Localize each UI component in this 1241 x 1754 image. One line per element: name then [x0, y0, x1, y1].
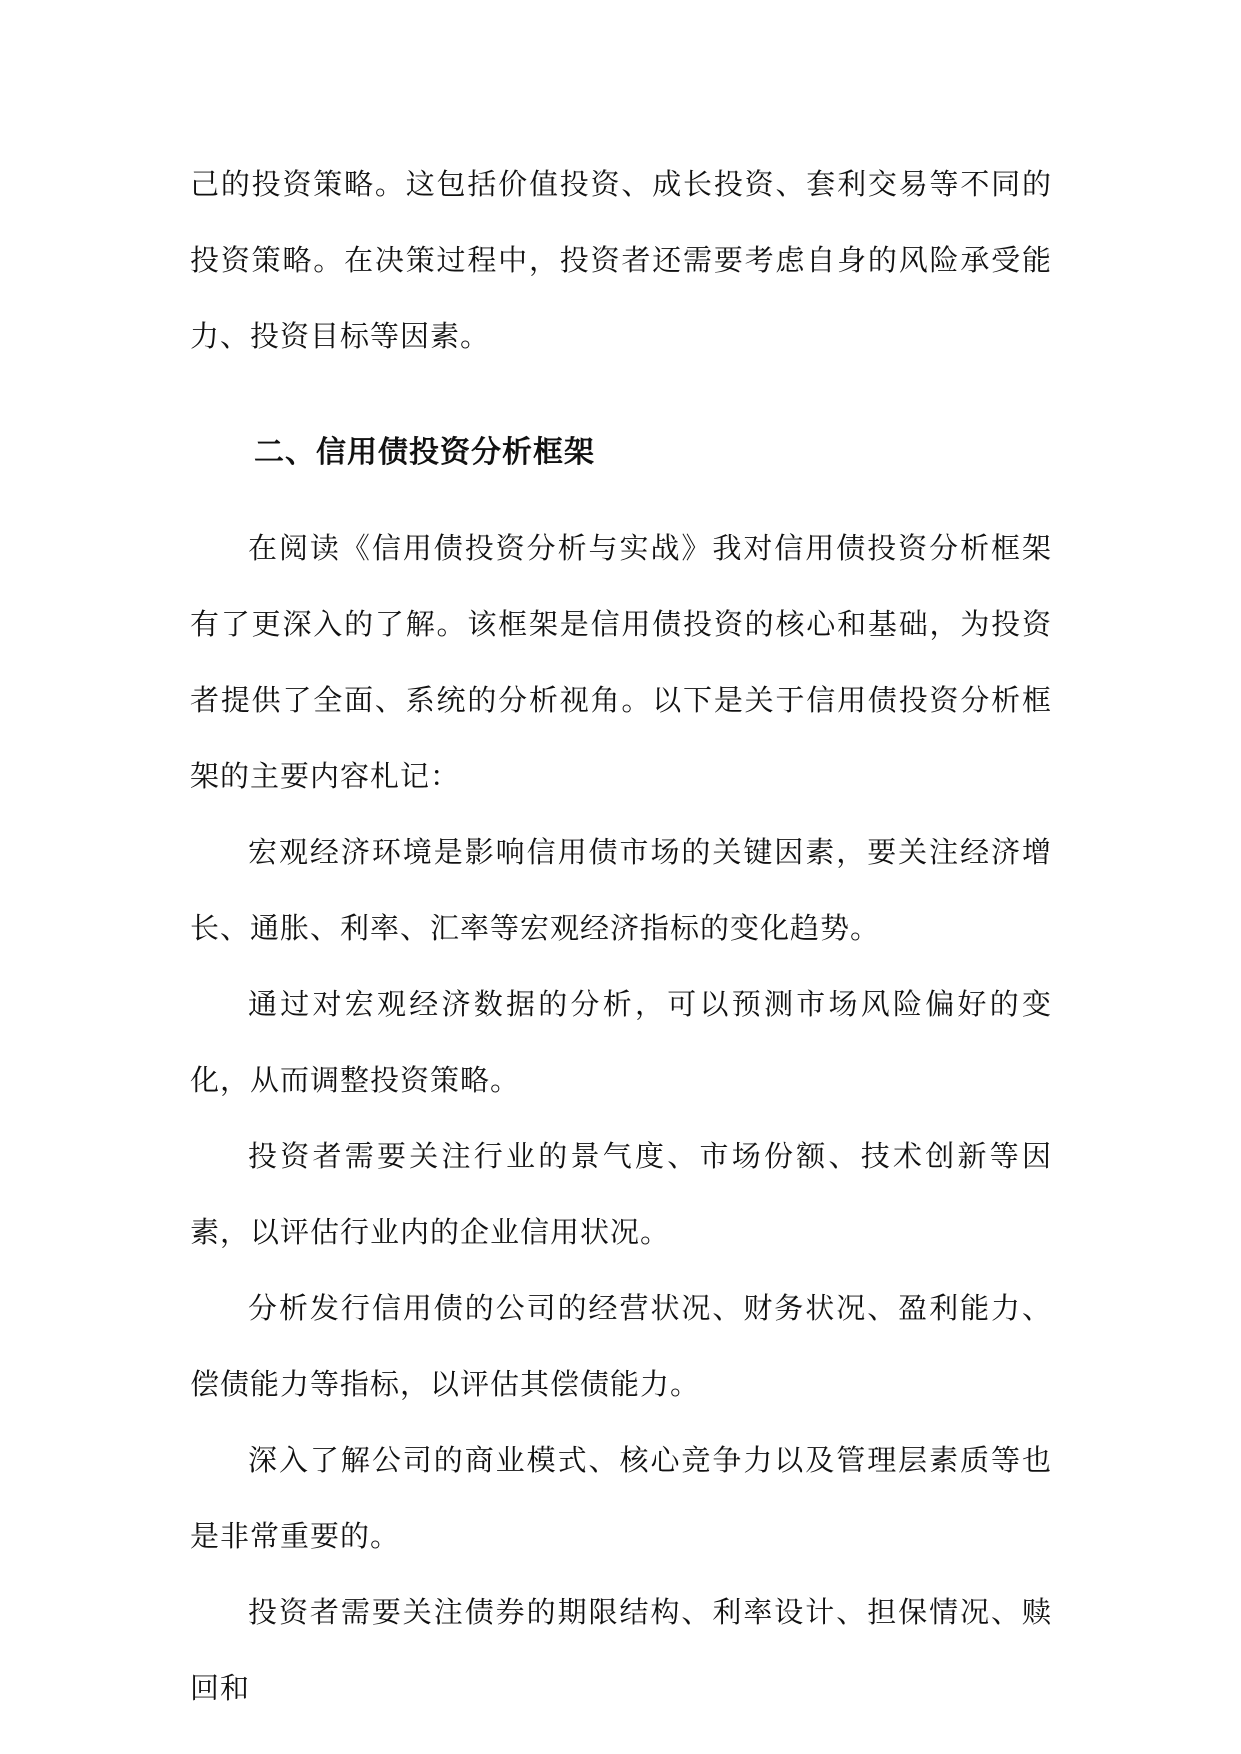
- body-paragraph: 投资者需要关注债券的期限结构、利率设计、担保情况、赎回和: [190, 1595, 1052, 1705]
- continued-paragraph: 己的投资策略。这包括价值投资、成长投资、套利交易等不同的投资策略。在决策过程中，投资者还需要考虑自身的风险承受能力、投资目标等因素。: [190, 167, 1052, 353]
- body-paragraph: 宏观经济环境是影响信用债市场的关键因素，要关注经济增长、通胀、利率、汇率等宏观经济指标的变化趋势。: [190, 835, 1052, 945]
- document-body: [190, 146, 1052, 1726]
- body-paragraph: 分析发行信用债的公司的经营状况、财务状况、盈利能力、偿债能力等指标，以评估其偿债能力。: [190, 1291, 1052, 1401]
- body-paragraph: 在阅读《信用债投资分析与实战》我对信用债投资分析框架有了更深入的了解。该框架是信用债投资的核心和基础，为投资者提供了全面、系统的分析视角。以下是关于信用债投资分析框架的主要内容札记：: [190, 531, 1052, 793]
- body-paragraph: 深入了解公司的商业模式、核心竞争力以及管理层素质等也是非常重要的。: [190, 1443, 1052, 1553]
- body-paragraph: 投资者需要关注行业的景气度、市场份额、技术创新等因素，以评估行业内的企业信用状况。: [190, 1139, 1052, 1249]
- body-paragraph: 通过对宏观经济数据的分析，可以预测市场风险偏好的变化，从而调整投资策略。: [190, 987, 1052, 1097]
- section-heading: 二、信用债投资分析框架: [254, 435, 595, 470]
